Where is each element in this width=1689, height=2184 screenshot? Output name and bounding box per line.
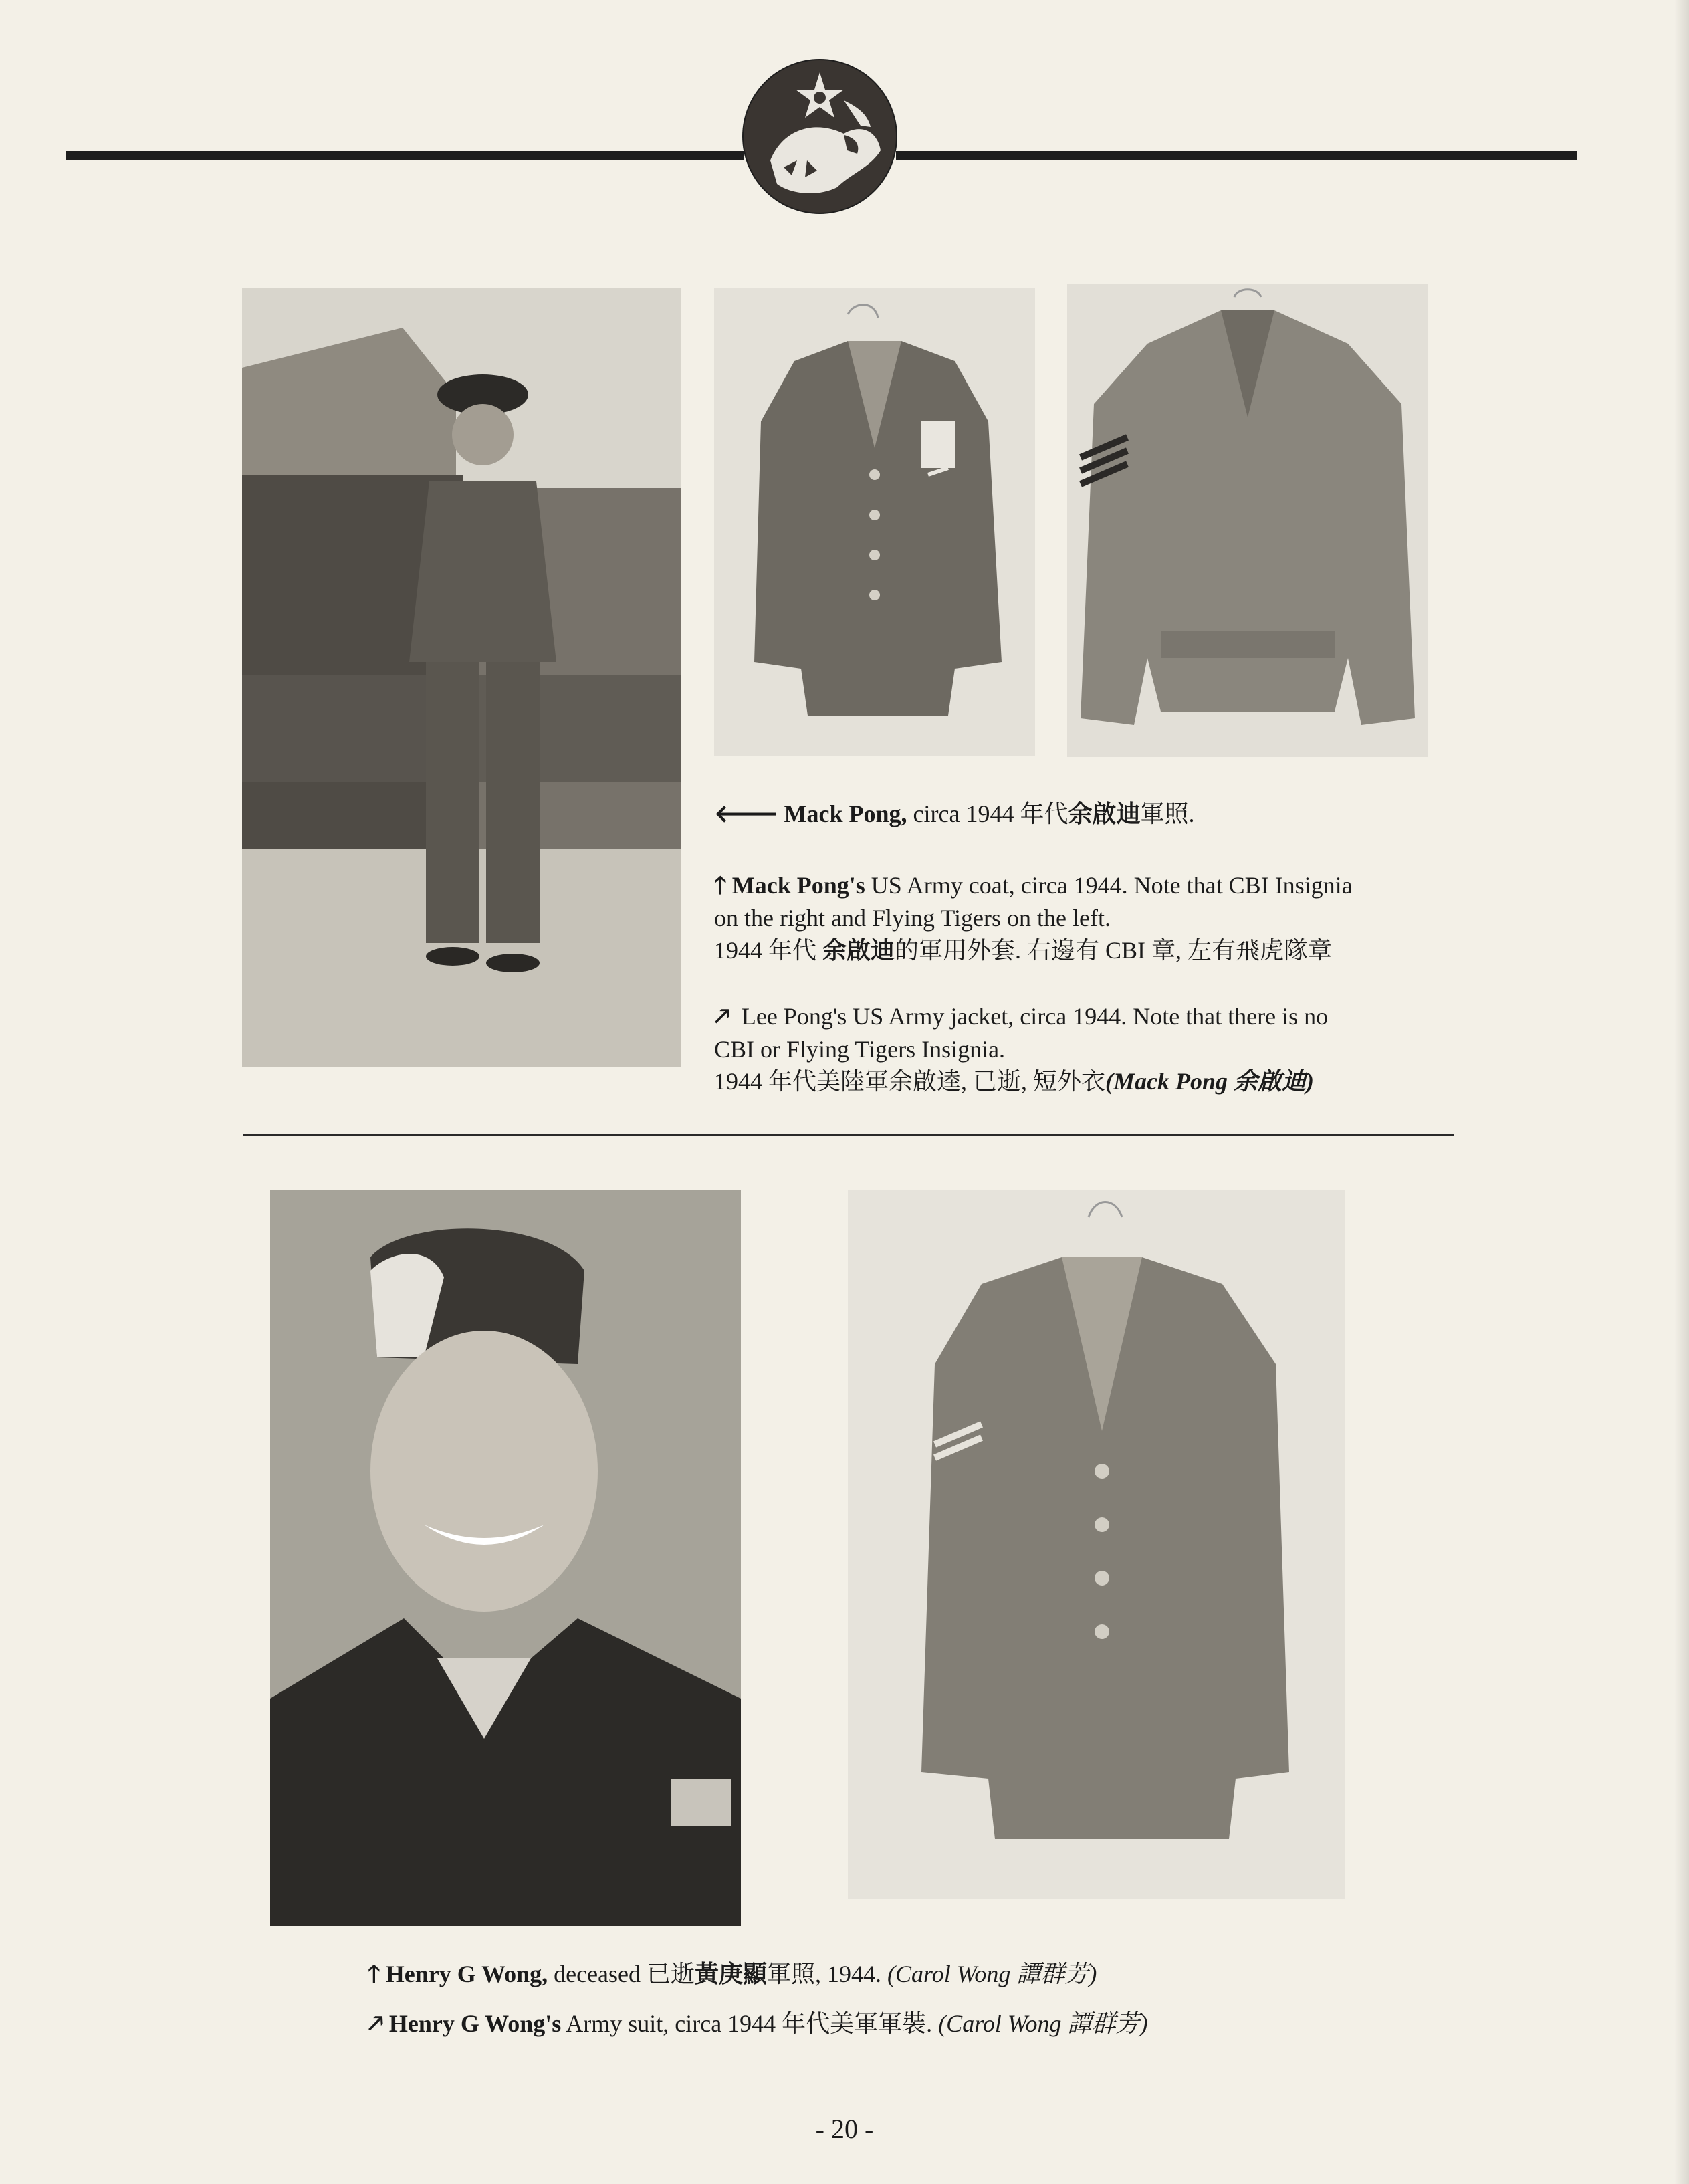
- arrow-left-icon: 🡐: [714, 800, 779, 828]
- arrow-up-icon: 🡑: [714, 872, 727, 899]
- arrow-up-right-icon: 🡕: [368, 2010, 384, 2038]
- arrow-up-right-icon: 🡕: [714, 1003, 730, 1030]
- caption-mack-pong-photo: 🡐 Mack Pong, circa 1944 年代余啟迪軍照.: [714, 798, 1195, 831]
- caption-lee-pong-jacket: 🡕 Lee Pong's US Army jacket, circa 1944. Note that there is no CBI or Flying Tigers Insignia. 1944 年代美陸軍余啟逵, 已逝, 短外衣(Mack Pong 余啟迪): [714, 1000, 1328, 1097]
- arrow-up-icon: 🡑: [368, 1961, 380, 1988]
- flying-tigers-emblem-icon: [744, 60, 896, 213]
- mack-pong-standing-photo: [242, 288, 681, 1067]
- page-number: - 20 -: [815, 2114, 874, 2144]
- lee-pong-jacket-photo: [1067, 284, 1428, 757]
- mack-pong-coat-photo: [714, 288, 1035, 756]
- caption-mack-pong-coat: 🡑 Mack Pong's US Army coat, circa 1944. Note that CBI Insignia on the right and Flying Tigers on the left. 1944 年代 余啟迪的軍用外套. 右邊有 CBI 章, 左有飛虎隊章: [714, 869, 1353, 966]
- page-edge-shadow: [1674, 0, 1689, 2184]
- header-rule-right: [896, 151, 1577, 160]
- henry-wong-portrait-photo: [270, 1190, 741, 1926]
- caption-name: Mack Pong,: [784, 800, 907, 827]
- henry-wong-suit-photo: [848, 1190, 1345, 1899]
- section-divider: [243, 1134, 1454, 1136]
- caption-henry-wong-photo: 🡑 Henry G Wong, deceased 已逝黃庚顯軍照, 1944. (Carol Wong 譚群芳): [368, 1958, 1097, 1991]
- header-rule-left: [66, 151, 744, 160]
- caption-henry-wong-suit: 🡕 Henry G Wong's Army suit, circa 1944 年代美軍軍裝. (Carol Wong 譚群芳): [368, 2007, 1148, 2040]
